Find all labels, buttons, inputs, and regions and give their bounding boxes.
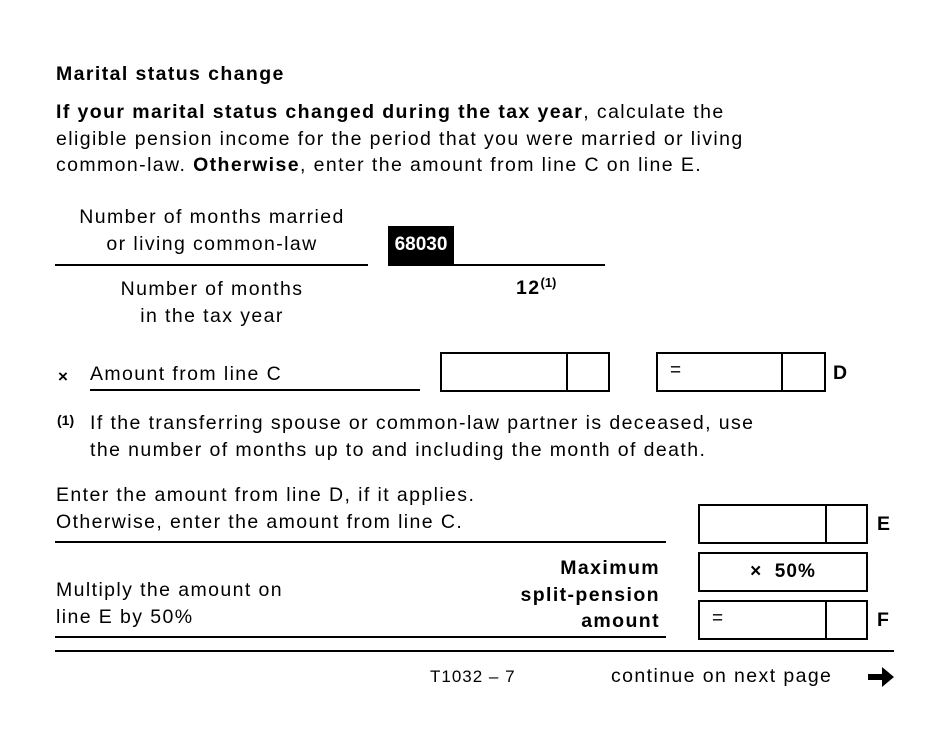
numerator-line-2: or living common-law — [106, 232, 318, 255]
cents-divider — [566, 354, 568, 390]
denominator-value: 12 — [516, 277, 541, 299]
line-c-amount-field[interactable] — [440, 352, 610, 392]
line-f-rule — [55, 636, 666, 638]
continue-next-page — [611, 663, 832, 690]
intro-line-3 — [56, 152, 744, 179]
field-code-68030: 68030 — [388, 226, 454, 264]
denominator-label — [56, 276, 368, 329]
line-letter-d: D — [833, 362, 848, 384]
line-letter-f: F — [877, 609, 889, 631]
intro-otherwise: Otherwise — [193, 154, 300, 176]
line-d-label: Amount from line C — [90, 363, 283, 385]
form-page-number: T1032 – 7 — [430, 667, 516, 686]
footnote-line-2: the number of months up to and including the month of death. — [90, 438, 707, 461]
line-e-amount-field[interactable] — [698, 504, 868, 544]
footnote-marker: (1) — [57, 412, 75, 428]
line-e-text-2: Otherwise, enter the amount from line C. — [56, 510, 464, 533]
rate-box — [698, 552, 868, 592]
numerator-label-rule — [55, 264, 368, 266]
line-f-text-1: Multiply the amount on — [56, 579, 283, 601]
multiply-symbol: × — [58, 367, 68, 386]
line-e-instructions — [56, 482, 475, 535]
denominator-line-1: Number of months — [120, 278, 304, 300]
line-d-label-rule — [90, 389, 420, 391]
max-label-line-3: amount — [581, 610, 660, 632]
arrow-right-icon — [866, 664, 896, 690]
intro-line-3-post: , enter the amount from line C on line E. — [299, 154, 703, 176]
denominator-line-2: in the tax year — [140, 304, 284, 327]
cents-divider — [781, 354, 783, 390]
line-e-rule — [55, 541, 666, 543]
months-married-input[interactable] — [454, 226, 604, 264]
intro-paragraph — [56, 99, 744, 179]
line-letter-e: E — [877, 513, 891, 535]
max-split-pension-label — [440, 555, 660, 635]
intro-line-2: eligible pension income for the period that you were married or living — [56, 127, 744, 150]
section-title: Marital status change — [56, 63, 285, 85]
footnote-text — [90, 410, 754, 463]
equals-sign: = — [670, 360, 682, 381]
line-f-amount-field[interactable] — [698, 600, 868, 640]
line-d-result-field[interactable] — [656, 352, 826, 392]
cents-divider — [825, 506, 827, 542]
intro-bold-lead: If your marital status changed during the tax year — [56, 101, 584, 123]
intro-line-1 — [56, 99, 744, 126]
cents-divider — [825, 602, 827, 638]
line-f-instructions — [56, 577, 283, 630]
numerator-label — [56, 204, 368, 257]
intro-line-3-pre: common-law. — [56, 154, 194, 176]
footnote-line-1: If the transferring spouse or common-law partner is deceased, use — [90, 412, 755, 434]
rate-50-percent: × 50% — [750, 561, 816, 582]
numerator-line-1: Number of months married — [79, 206, 345, 228]
continue-text: continue on next page — [611, 665, 833, 687]
equals-sign: = — [712, 608, 724, 629]
line-f-text-2: line E by 50% — [56, 605, 194, 628]
line-e-text-1: Enter the amount from line D, if it applies. — [56, 484, 476, 506]
months-in-year-value — [516, 270, 556, 302]
footer-rule — [55, 650, 894, 652]
max-label-line-2: split-pension — [520, 583, 660, 606]
fraction-bar — [388, 264, 605, 266]
intro-text-1: , calculate the — [583, 101, 725, 123]
max-label-line-1: Maximum — [560, 557, 660, 579]
footnote-ref-1: (1) — [540, 275, 557, 290]
